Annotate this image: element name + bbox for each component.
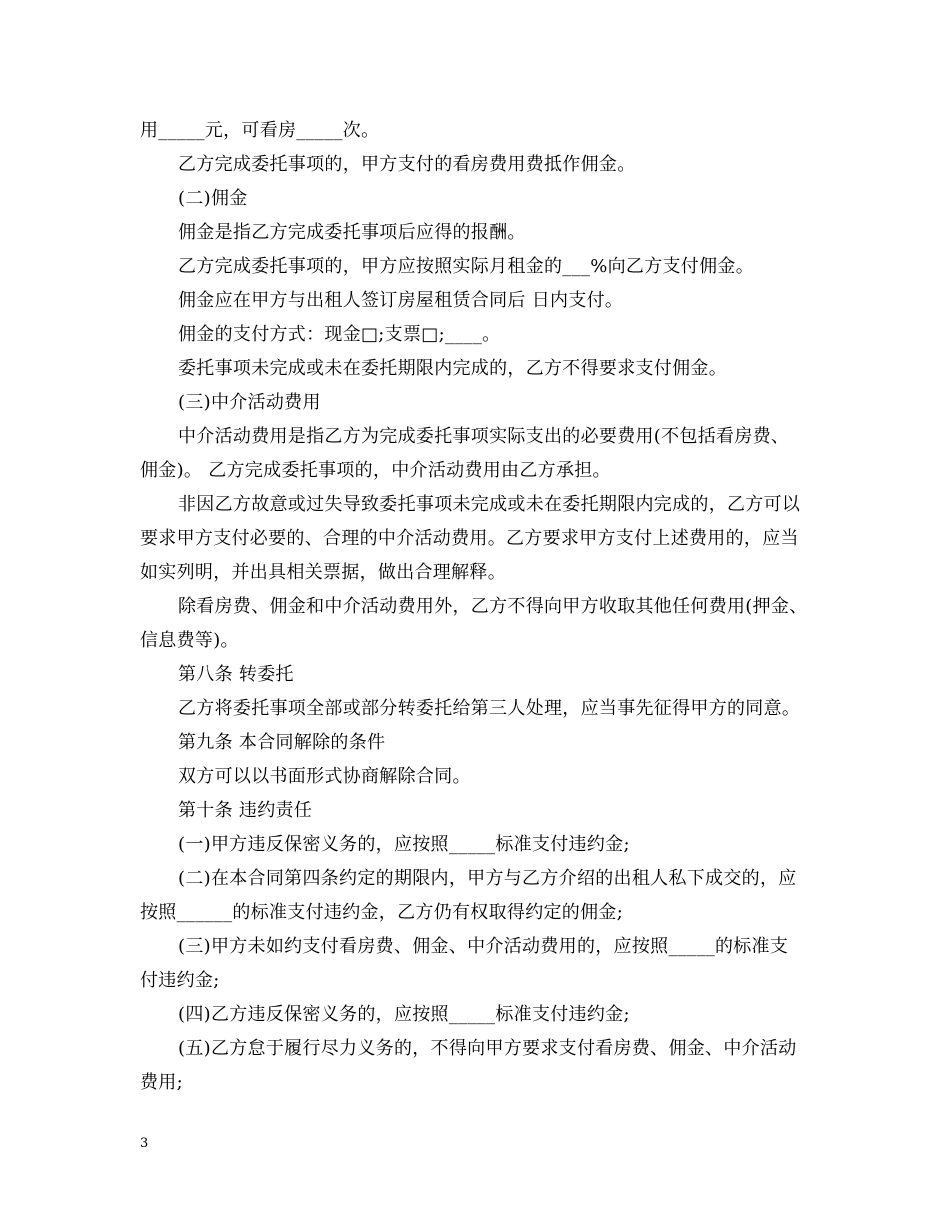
- text-line-25: (三)甲方未如约支付看房费、佣金、中介活动费用的，应按照_____的标准支: [178, 936, 789, 957]
- text-line-15: 除看房费、佣金和中介活动费用外，乙方不得向甲方收取其他任何费用(押金、: [178, 596, 808, 617]
- text-line-23: (二)在本合同第四条约定的期限内，甲方与乙方介绍的出租人私下成交的，应: [178, 868, 797, 889]
- text-line-22: (一)甲方违反保密义务的，应按照_____标准支付违约金;: [178, 834, 630, 855]
- article-heading-8: 第八条 转委托: [178, 664, 294, 685]
- text-line-11: 佣金)。 乙方完成委托事项的，中介活动费用由乙方承担。: [140, 460, 611, 481]
- text-line-28: (五)乙方怠于履行尽力义务的，不得向甲方要求支付看房费、佣金、中介活动: [178, 1038, 797, 1059]
- article-heading-9: 第九条 本合同解除的条件: [178, 732, 386, 753]
- text-line-24: 按照______的标准支付违约金，乙方仍有权取得约定的佣金;: [140, 902, 624, 923]
- text-line-1: 用_____元，可看房_____次。: [140, 120, 380, 141]
- text-line-29: 费用;: [140, 1072, 183, 1093]
- text-line-12: 非因乙方故意或过失导致委托事项未完成或未在委托期限内完成的，乙方可以: [178, 494, 801, 515]
- section-heading-agency-fees: (三)中介活动费用: [178, 392, 321, 413]
- section-heading-commission: (二)佣金: [178, 188, 248, 209]
- text-line-14: 如实列明，并出具相关票据，做出合理解释。: [140, 562, 506, 583]
- text-line-27: (四)乙方违反保密义务的，应按照_____标准支付违约金;: [178, 1004, 630, 1025]
- text-line-2: 乙方完成委托事项的，甲方支付的看房费用费抵作佣金。: [178, 154, 636, 175]
- text-line-6: 佣金应在甲方与出租人签订房屋租赁合同后 日内支付。: [178, 290, 624, 311]
- text-line-18: 乙方将委托事项全部或部分转委托给第三人处理，应当事先征得甲方的同意。: [178, 698, 801, 719]
- text-line-13: 要求甲方支付必要的、合理的中介活动费用。乙方要求甲方支付上述费用的，应当: [140, 528, 799, 549]
- text-line-7: 佣金的支付方式：现金□;支票□;____。: [178, 324, 501, 345]
- text-line-5: 乙方完成委托事项的，甲方应按照实际月租金的___%向乙方支付佣金。: [178, 256, 754, 277]
- text-line-20: 双方可以以书面形式协商解除合同。: [178, 766, 471, 787]
- text-line-10: 中介活动费用是指乙方为完成委托事项实际支出的必要费用(不包括看房费、: [178, 426, 790, 447]
- text-line-26: 付违约金;: [140, 970, 220, 991]
- text-line-16: 信息费等)。: [140, 630, 239, 651]
- text-line-8: 委托事项未完成或未在委托期限内完成的，乙方不得要求支付佣金。: [178, 358, 727, 379]
- text-line-4: 佣金是指乙方完成委托事项后应得的报酬。: [178, 222, 526, 243]
- article-heading-10: 第十条 违约责任: [178, 800, 313, 821]
- page-number: 3: [140, 1136, 149, 1151]
